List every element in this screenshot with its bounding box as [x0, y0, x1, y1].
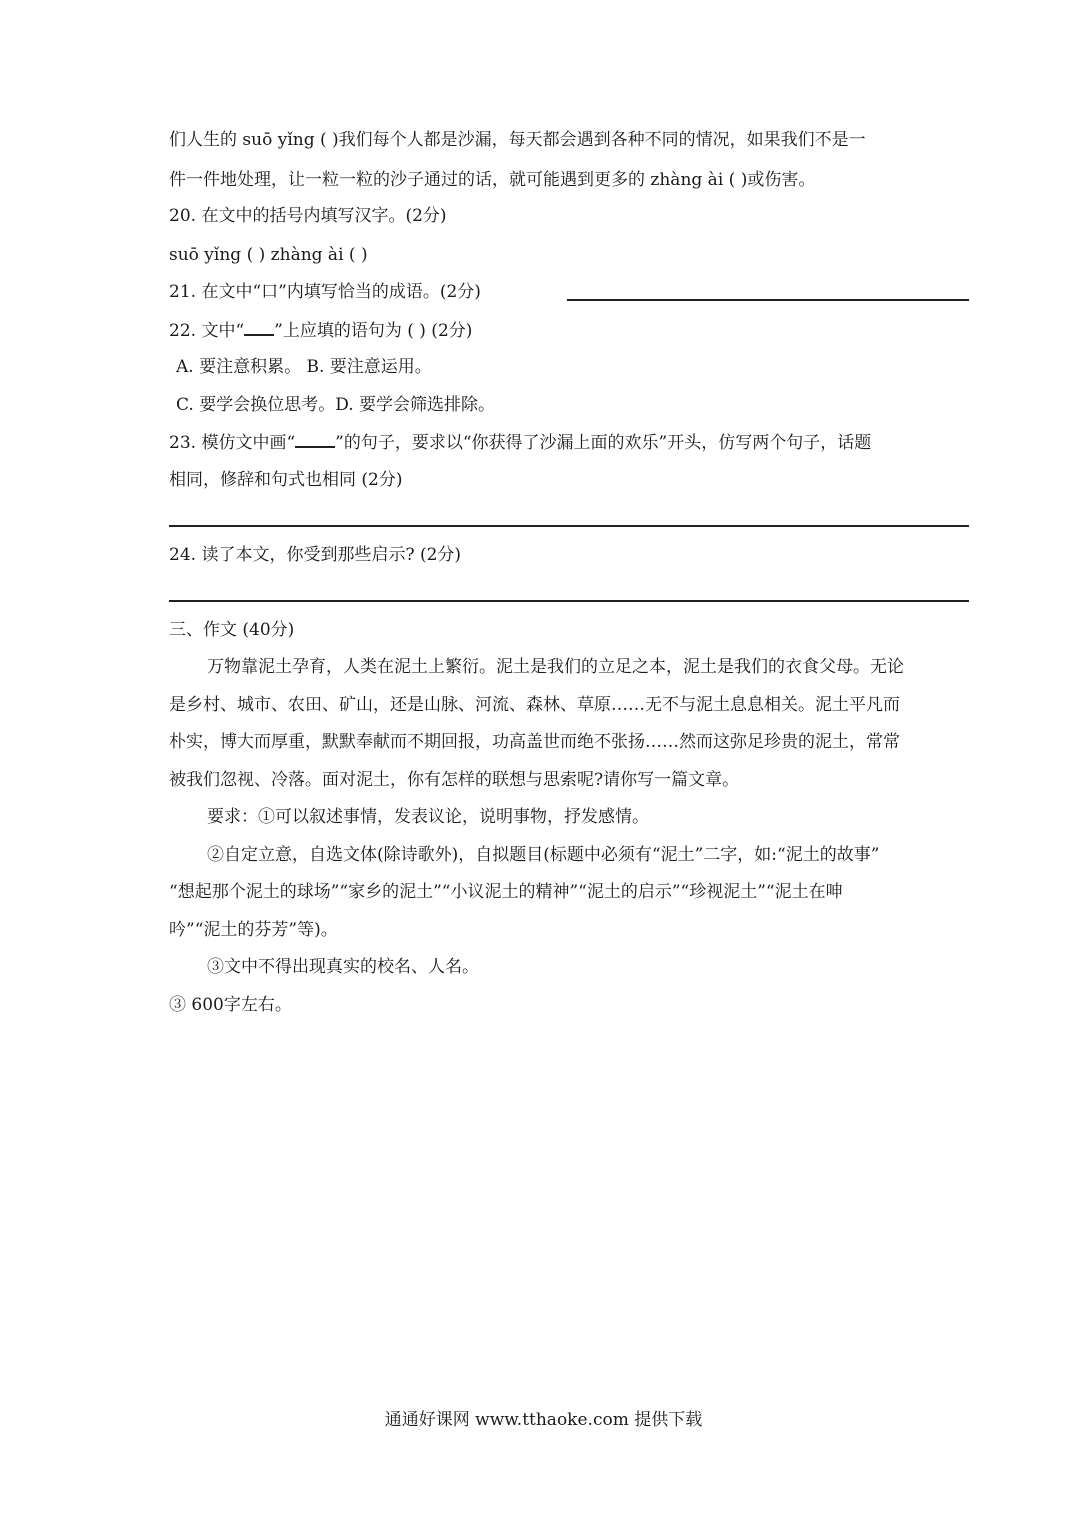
question-23-suffix: ”的句子，要求以“你获得了沙漏上面的欢乐”开头，仿写两个句子，话题 — [335, 433, 872, 453]
question-22-suffix: ”上应填的语句为 ( ) (2分) — [274, 321, 473, 341]
question-23 — [169, 430, 871, 455]
essay-heading: 三、作文 (40分) — [169, 620, 295, 640]
essay-requirement-2-cont-2: 吟”“泥土的芬芳”等)。 — [169, 920, 338, 940]
question-20: 20. 在文中的括号内填写汉字。(2分) — [169, 206, 447, 226]
essay-paragraph-line-4: 被我们忽视、冷落。面对泥土，你有怎样的联想与思索呢?请你写一篇文章。 — [169, 770, 740, 790]
essay-requirement-4: ③ 600字左右。 — [169, 995, 292, 1015]
question-24: 24. 读了本文，你受到那些启示? (2分) — [169, 545, 462, 565]
question-20-answer-line: suō yǐng ( ) zhàng ài ( ) — [169, 245, 368, 265]
essay-requirement-2: ②自定立意，自选文体(除诗歌外)，自拟题目(标题中必须有“泥土”二字，如:“泥土的故事” — [207, 845, 880, 865]
passage-line-1: 们人生的 suō yǐng ( )我们每个人都是沙漏，每天都会遇到各种不同的情况，如果我们不是一 — [169, 130, 866, 150]
answer-rule-23 — [169, 525, 969, 527]
question-21: 21. 在文中“口”内填写恰当的成语。(2分) — [169, 282, 481, 302]
answer-rule-21 — [567, 299, 969, 301]
essay-paragraph-line-1: 万物靠泥土孕育，人类在泥土上繁衍。泥土是我们的立足之本，泥土是我们的衣食父母。无论 — [207, 657, 904, 677]
passage-line-2: 件一件地处理，让一粒一粒的沙子通过的话，就可能遇到更多的 zhàng ài ( )或伤害。 — [169, 170, 816, 190]
question-22-prefix: 22. 文中“ — [169, 321, 245, 341]
question-22-options-ab: A. 要注意积累。 B. 要注意运用。 — [176, 357, 432, 377]
answer-rule-24 — [169, 600, 969, 602]
essay-requirement-3: ③文中不得出现真实的校名、人名。 — [207, 957, 479, 977]
essay-paragraph-line-3: 朴实，博大而厚重，默默奉献而不期回报，功高盖世而绝不张扬……然而这弥足珍贵的泥土，常常 — [169, 732, 900, 752]
essay-requirement-1: 要求：①可以叙述事情，发表议论，说明事物，抒发感情。 — [207, 807, 649, 827]
question-22 — [169, 318, 472, 343]
question-23-prefix: 23. 模仿文中画“ — [169, 433, 296, 453]
question-22-options-cd: C. 要学会换位思考。D. 要学会筛选排除。 — [176, 395, 496, 415]
footer-credit: 通通好课网 www.tthaoke.com 提供下载 — [384, 1410, 703, 1430]
fill-blank — [244, 318, 274, 336]
fill-blank — [295, 430, 335, 448]
essay-requirement-2-cont-1: “想起那个泥土的球场”“家乡的泥土”“小议泥土的精神”“泥土的启示”“珍视泥土”“泥土在呻 — [169, 882, 843, 902]
essay-paragraph-line-2: 是乡村、城市、农田、矿山，还是山脉、河流、森林、草原……无不与泥土息息相关。泥土平凡而 — [169, 695, 900, 715]
question-23-line-2: 相同，修辞和句式也相同 (2分) — [169, 470, 403, 490]
